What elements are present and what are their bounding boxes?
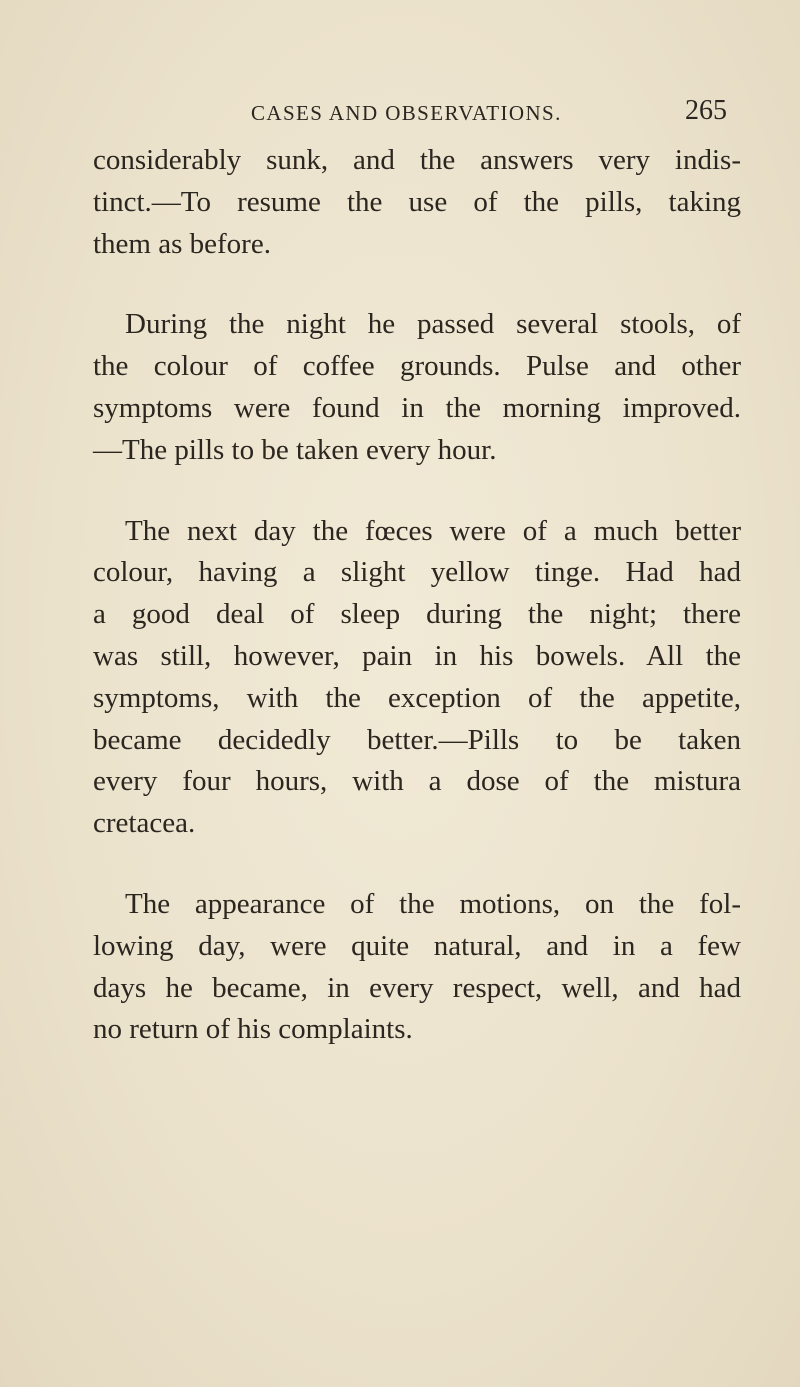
- text-line: was still, however, pain in his bowels. All the: [93, 639, 741, 672]
- text-line: every four hours, with a dose of the mistura: [93, 765, 741, 798]
- text-line: The appearance of the motions, on the fol-: [125, 887, 741, 920]
- paragraph-3: [93, 511, 741, 845]
- text-line: considerably sunk, and the answers very indis-: [93, 144, 741, 176]
- paragraph-2: [93, 304, 741, 471]
- text-line: days he became, in every respect, well, and had: [93, 971, 741, 1004]
- paragraph-4: [93, 884, 741, 1051]
- text-line: no return of his complaints.: [93, 1013, 413, 1046]
- running-title: CASES AND OBSERVATIONS.: [251, 101, 562, 125]
- body-text: [93, 140, 741, 1090]
- page-number: 265: [685, 95, 727, 126]
- text-line: lowing day, were quite natural, and in a few: [93, 929, 741, 962]
- text-line: symptoms were found in the morning improved.: [93, 391, 741, 424]
- text-line: During the night he passed several stools, of: [125, 308, 741, 341]
- text-line: became decidedly better.—Pills to be taken: [93, 723, 741, 756]
- text-line: —The pills to be taken every hour.: [93, 433, 497, 466]
- running-head: [0, 93, 800, 133]
- paragraph-1: [93, 140, 741, 265]
- text-line: tinct.—To resume the use of the pills, taking: [93, 185, 741, 218]
- text-line: colour, having a slight yellow tinge. Had had: [93, 556, 741, 589]
- text-line: cretacea.: [93, 807, 196, 840]
- text-line: The next day the fœces were of a much better: [125, 514, 741, 547]
- text-line: the colour of coffee grounds. Pulse and other: [93, 350, 741, 383]
- text-line: a good deal of sleep during the night; there: [93, 598, 741, 631]
- text-line: them as before.: [93, 227, 271, 260]
- text-line: symptoms, with the exception of the appetite,: [93, 681, 741, 714]
